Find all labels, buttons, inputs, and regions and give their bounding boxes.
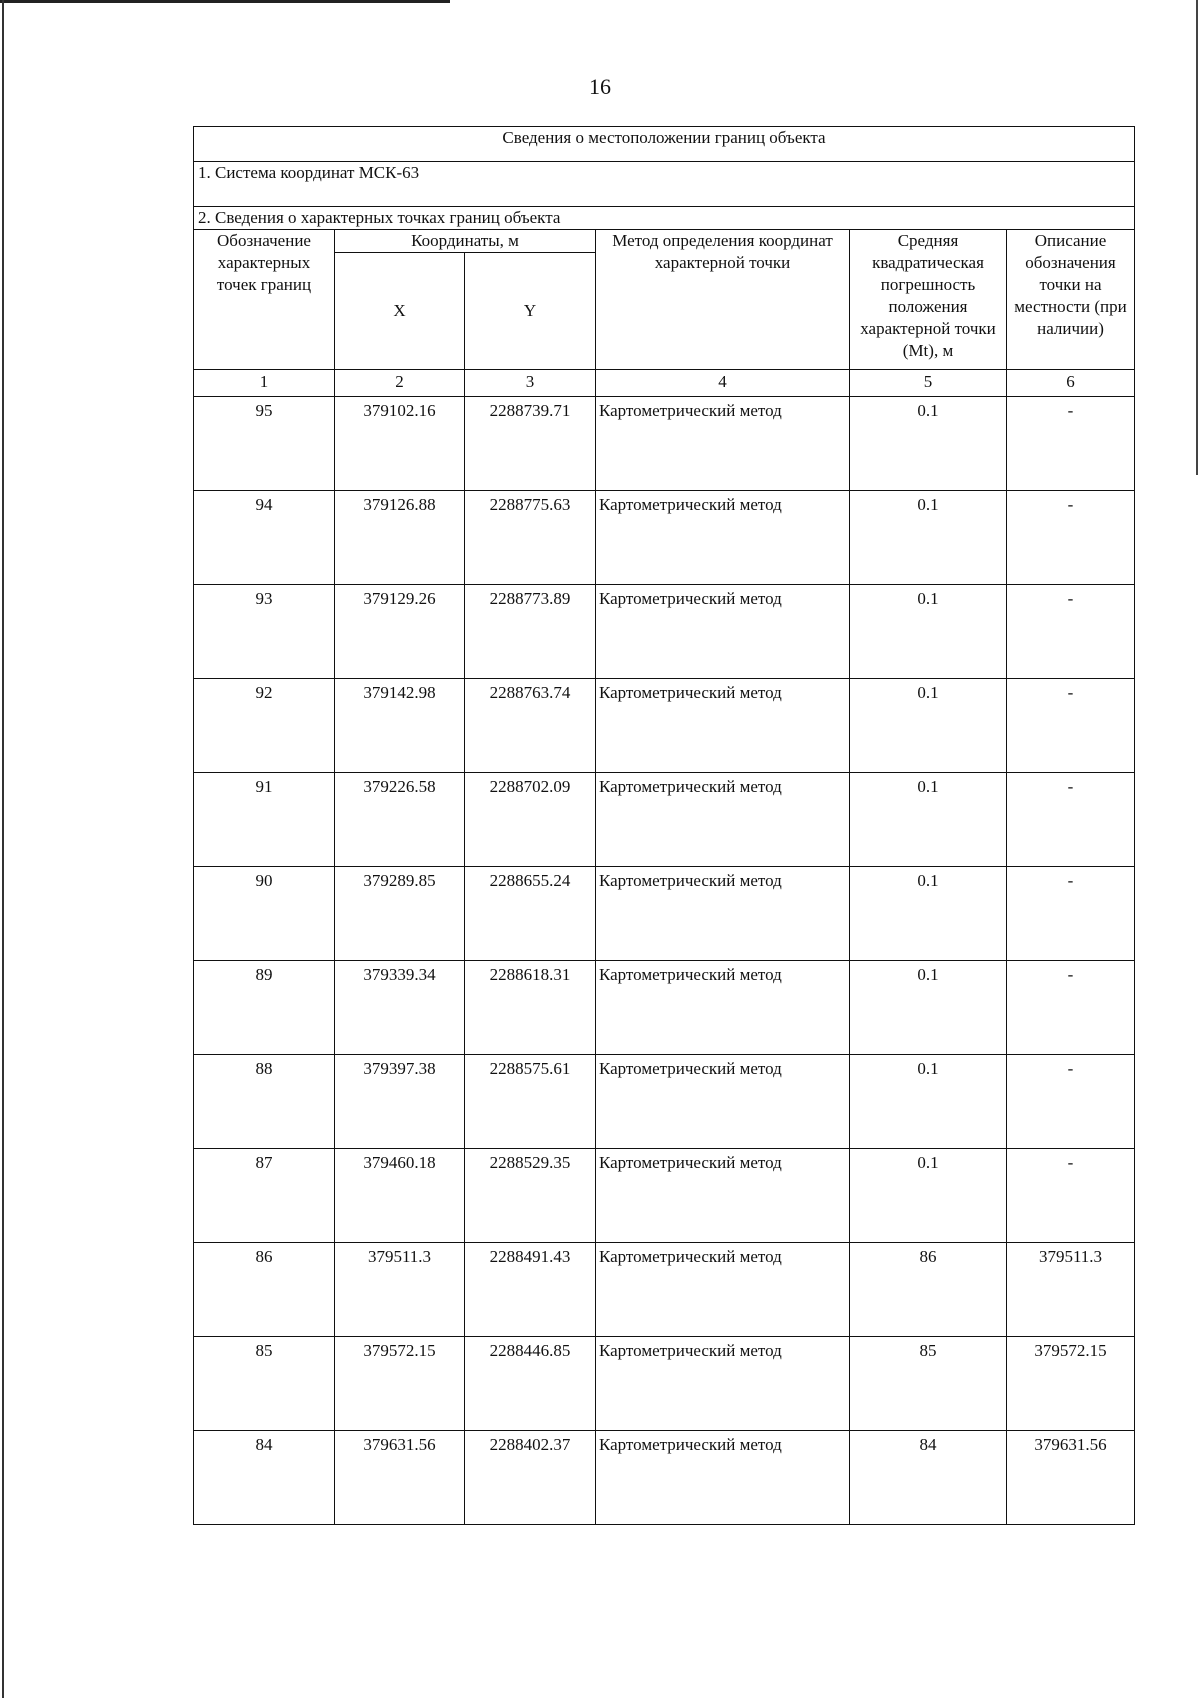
header-method: Метод определения координат характерной точки	[596, 230, 850, 370]
cell-y: 2288655.24	[465, 867, 596, 961]
cell-y: 2288529.35	[465, 1149, 596, 1243]
cell-x: 379289.85	[335, 867, 465, 961]
cell-y: 2288763.74	[465, 679, 596, 773]
table-row	[194, 1431, 1135, 1525]
table-row	[194, 1337, 1135, 1431]
cell-error: 0.1	[850, 961, 1007, 1055]
column-number: 4	[596, 370, 850, 397]
cell-description: -	[1007, 1055, 1135, 1149]
column-number: 5	[850, 370, 1007, 397]
cell-method: Картометрический метод	[596, 773, 850, 867]
cell-y: 2288773.89	[465, 585, 596, 679]
cell-error: 0.1	[850, 679, 1007, 773]
section-title: 2. Сведения о характерных точках границ объекта	[194, 207, 1135, 230]
cell-description: -	[1007, 679, 1135, 773]
header-x: X	[335, 253, 465, 370]
cell-point: 86	[194, 1243, 335, 1337]
cell-description: -	[1007, 397, 1135, 491]
table-title: Сведения о местоположении границ объекта	[194, 127, 1135, 162]
cell-x: 379511.3	[335, 1243, 465, 1337]
table-row	[194, 585, 1135, 679]
cell-x: 379226.58	[335, 773, 465, 867]
table-row	[194, 773, 1135, 867]
cell-y: 2288702.09	[465, 773, 596, 867]
column-numbers-row	[194, 370, 1135, 397]
boundary-points-table	[193, 126, 1135, 1525]
header-designation: Обозначение характерных точек границ	[194, 230, 335, 370]
cell-x: 379397.38	[335, 1055, 465, 1149]
cell-error: 0.1	[850, 773, 1007, 867]
cell-point: 85	[194, 1337, 335, 1431]
cell-x: 379126.88	[335, 491, 465, 585]
cell-error: 0.1	[850, 867, 1007, 961]
cell-error: 0.1	[850, 397, 1007, 491]
cell-point: 90	[194, 867, 335, 961]
table-row	[194, 679, 1135, 773]
coordinate-system: 1. Система координат МСК-63	[194, 162, 1135, 207]
cell-description: -	[1007, 867, 1135, 961]
scan-border-top	[0, 0, 450, 3]
cell-method: Картометрический метод	[596, 397, 850, 491]
cell-description: -	[1007, 961, 1135, 1055]
header-coordinates: Координаты, м	[335, 230, 596, 253]
cell-method: Картометрический метод	[596, 1337, 850, 1431]
cell-method: Картометрический метод	[596, 491, 850, 585]
cell-method: Картометрический метод	[596, 585, 850, 679]
cell-description: 379572.15	[1007, 1337, 1135, 1431]
cell-x: 379339.34	[335, 961, 465, 1055]
cell-description: -	[1007, 585, 1135, 679]
cell-error: 86	[850, 1243, 1007, 1337]
cell-point: 94	[194, 491, 335, 585]
scan-border-right	[1196, 0, 1198, 475]
column-number: 1	[194, 370, 335, 397]
cell-point: 95	[194, 397, 335, 491]
cell-x: 379631.56	[335, 1431, 465, 1525]
column-number: 3	[465, 370, 596, 397]
cell-point: 92	[194, 679, 335, 773]
cell-method: Картометрический метод	[596, 1243, 850, 1337]
cell-description: -	[1007, 773, 1135, 867]
cell-x: 379142.98	[335, 679, 465, 773]
cell-method: Картометрический метод	[596, 1149, 850, 1243]
scan-border-left	[2, 0, 4, 1698]
cell-method: Картометрический метод	[596, 1055, 850, 1149]
cell-point: 87	[194, 1149, 335, 1243]
column-number: 2	[335, 370, 465, 397]
cell-error: 0.1	[850, 1149, 1007, 1243]
table-row	[194, 961, 1135, 1055]
table-row	[194, 1055, 1135, 1149]
header-y: Y	[465, 253, 596, 370]
cell-x: 379129.26	[335, 585, 465, 679]
cell-x: 379102.16	[335, 397, 465, 491]
cell-method: Картометрический метод	[596, 961, 850, 1055]
cell-point: 91	[194, 773, 335, 867]
header-error: Средняя квадратическая погрешность положения характерной точки (Mt), м	[850, 230, 1007, 370]
cell-point: 93	[194, 585, 335, 679]
table-row	[194, 491, 1135, 585]
table-row	[194, 867, 1135, 961]
cell-y: 2288739.71	[465, 397, 596, 491]
table-row	[194, 397, 1135, 491]
cell-point: 88	[194, 1055, 335, 1149]
cell-y: 2288491.43	[465, 1243, 596, 1337]
cell-error: 85	[850, 1337, 1007, 1431]
header-description: Описание обозначения точки на местности (при наличии)	[1007, 230, 1135, 370]
cell-method: Картометрический метод	[596, 867, 850, 961]
table-row	[194, 1149, 1135, 1243]
cell-error: 0.1	[850, 491, 1007, 585]
cell-method: Картометрический метод	[596, 1431, 850, 1525]
cell-point: 89	[194, 961, 335, 1055]
cell-description: -	[1007, 1149, 1135, 1243]
cell-x: 379572.15	[335, 1337, 465, 1431]
cell-error: 84	[850, 1431, 1007, 1525]
cell-error: 0.1	[850, 1055, 1007, 1149]
cell-error: 0.1	[850, 585, 1007, 679]
cell-y: 2288575.61	[465, 1055, 596, 1149]
cell-y: 2288618.31	[465, 961, 596, 1055]
cell-description: 379511.3	[1007, 1243, 1135, 1337]
cell-x: 379460.18	[335, 1149, 465, 1243]
cell-description: -	[1007, 491, 1135, 585]
cell-point: 84	[194, 1431, 335, 1525]
column-number: 6	[1007, 370, 1135, 397]
cell-y: 2288446.85	[465, 1337, 596, 1431]
cell-method: Картометрический метод	[596, 679, 850, 773]
cell-y: 2288402.37	[465, 1431, 596, 1525]
cell-y: 2288775.63	[465, 491, 596, 585]
table-row	[194, 1243, 1135, 1337]
page-number: 16	[589, 74, 611, 99]
cell-description: 379631.56	[1007, 1431, 1135, 1525]
